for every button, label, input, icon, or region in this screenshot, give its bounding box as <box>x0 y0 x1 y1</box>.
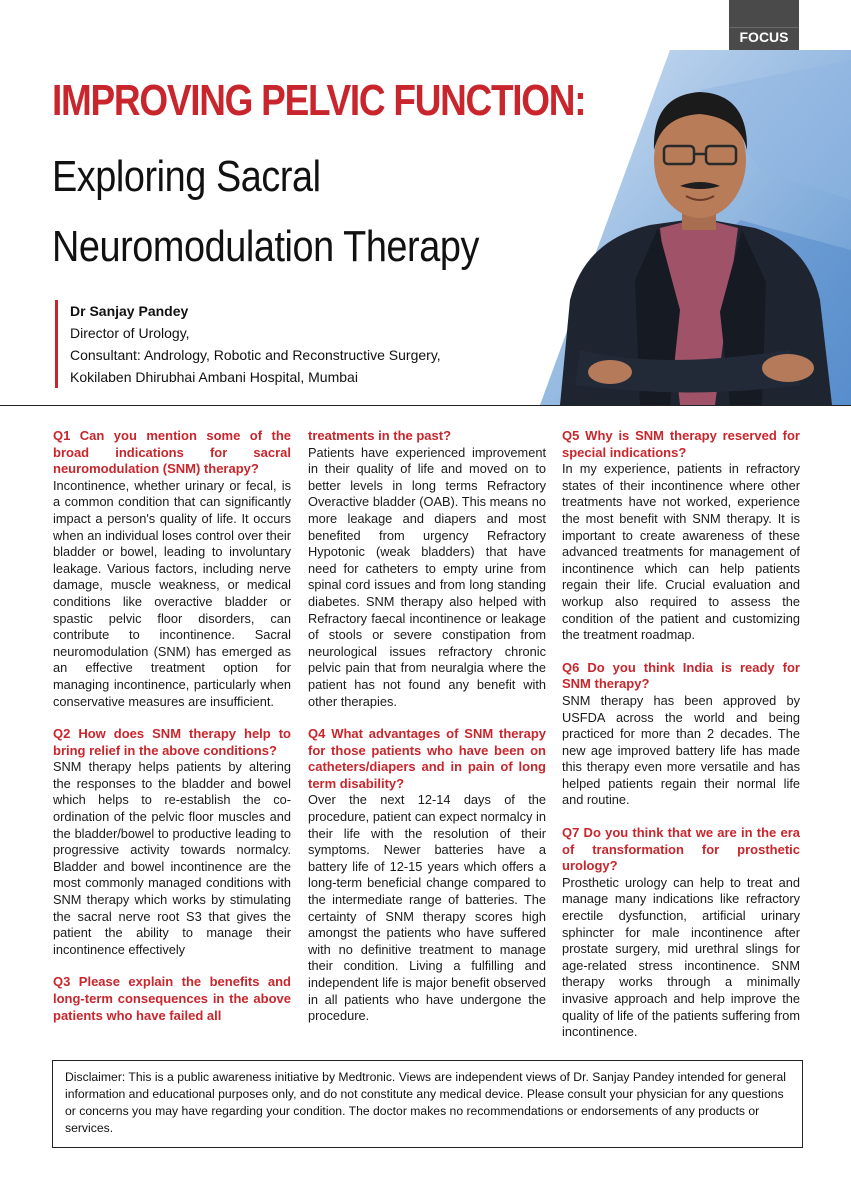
answer-q5: In my experience, patients in refractory states of their incontinence where other treatments have not worked, experience the most benefit with SNM therapy. It is important to create awareness of these advanced treatments for management of incontinence which can help patients regain their life. Crucial evaluation and workup also required to assess the condition of the patient and customizing the treatment roadmap. <box>562 461 800 643</box>
column-3 <box>562 428 800 1057</box>
column-2 <box>308 428 546 1041</box>
author-block <box>55 300 441 388</box>
answer-q2: SNM therapy helps patients by altering the responses to the bladder and bowel which helps to re-establish the co-ordination of the pelvic floor muscles and the bladder/bowel to productive leading to progressive activity towards normalcy. Bladder and bowel incontinence are the most commonly managed conditions with SNM therapy which works by stimulating the sacral nerve root S3 that gives the patient the ability to manage their incontinence effectively <box>53 759 291 957</box>
author-specialty: Consultant: Andrology, Robotic and Reconstructive Surgery, <box>70 347 441 363</box>
column-1 <box>53 428 291 1024</box>
disclaimer-box: Disclaimer: This is a public awareness initiative by Medtronic. Views are independent views of Dr. Sanjay Pandey intended for general information and educational purposes only, and do not constitute any medical device. Please consult your physician for any questions or concerns you may have regarding your condition. The doctor makes no recommendations or endorsements of any products or services. <box>52 1060 803 1148</box>
author-role: Director of Urology, <box>70 325 190 341</box>
answer-q7: Prosthetic urology can help to treat and manage many indications like refractory erectile dysfunction, artificial urinary sphincter for male incontinence after prostate surgery, mid urethral slings for age-related stress incontinence. SNM therapy works through a minimally invasive approach and help improve the quality of life of the patients suffering from incontinence. <box>562 874 800 1040</box>
section-tag-label: FOCUS <box>729 27 799 46</box>
header-divider <box>0 405 851 406</box>
question-q6: Q6 Do you think India is ready for SNM therapy? <box>562 659 800 692</box>
question-q1: Q1 Can you mention some of the broad indications for sacral neuromodulation (SNM) therapy? <box>53 428 291 477</box>
answer-q4: Over the next 12-14 days of the procedure, patient can expect normalcy in their life with the resolution of their symptoms. Newer batteries have a battery life of 12-15 years which offers a long-term beneficial change compared to the intermediate range of batteries. The certainty of SNM therapy scores high amongst the patients who have suffered with no definitive treatment to manage their condition. Living a fulfilling and independent life is major benefit observed in all patients who have undergone the procedure. <box>308 792 546 1024</box>
author-name: Dr Sanjay Pandey <box>70 303 189 319</box>
question-q3-part2: treatments in the past? <box>308 428 452 443</box>
subheadline-line2: Neuromodulation Therapy <box>52 222 479 271</box>
question-q2: Q2 How does SNM therapy help to bring relief in the above conditions? <box>53 726 291 758</box>
answer-q1: Incontinence, whether urinary or fecal, is a common condition that can significantly impact a person's quality of life. It occurs when an individual loses control over their bladder or bowel, leading to involuntary leakage. Various factors, including nerve damage, muscle weakness, or medical conditions like overactive bladder or spastic pelvic floor disorders, can contribute to incontinence. Sacral neuromodulation (SNM) has emerged as an effective treatment option for managing incontinence, particularly when conservative measures are insufficient. <box>53 477 291 709</box>
question-q4: Q4 What advantages of SNM therapy for those patients who have been on catheters/diapers and in pain of long term disability? <box>308 726 546 791</box>
section-tag <box>729 0 799 52</box>
question-q3-part1: Q3 Please explain the benefits and long-term consequences in the above patients who have failed all <box>53 974 291 1023</box>
portrait-illustration <box>540 50 851 405</box>
subheadline-line1: Exploring Sacral <box>52 152 321 201</box>
author-hospital: Kokilaben Dhirubhai Ambani Hospital, Mumbai <box>70 369 358 385</box>
question-q7: Q7 Do you think that we are in the era of transformation for prosthetic urology? <box>562 825 800 874</box>
answer-q6: SNM therapy has been approved by USFDA across the world and being practiced for more than 2 decades. The new age improved battery life has made this therapy even more versatile and has helped patients regain their normal life and routine. <box>562 692 800 808</box>
answer-q3: Patients have experienced improvement in their quality of life and moved on to better levels in long terms Refractory Overactive bladder (OAB). This means no more leakage and diapers and most benefited from urgency Refractory Hypotonic (weak bladders) that have need for catheters to empty urine from spinal cord issues and from long standing diabetes. SNM therapy also helped with Refractory faecal incontinence or leakage of stools or severe constipation from neurological issues refractory chronic pelvic pain that from neuralgia where the patient has not found any benefit with other therapies. <box>308 444 546 709</box>
question-q5: Q5 Why is SNM therapy reserved for special indications? <box>562 428 800 460</box>
author-photo <box>540 50 851 405</box>
headline: IMPROVING PELVIC FUNCTION: <box>52 76 586 125</box>
